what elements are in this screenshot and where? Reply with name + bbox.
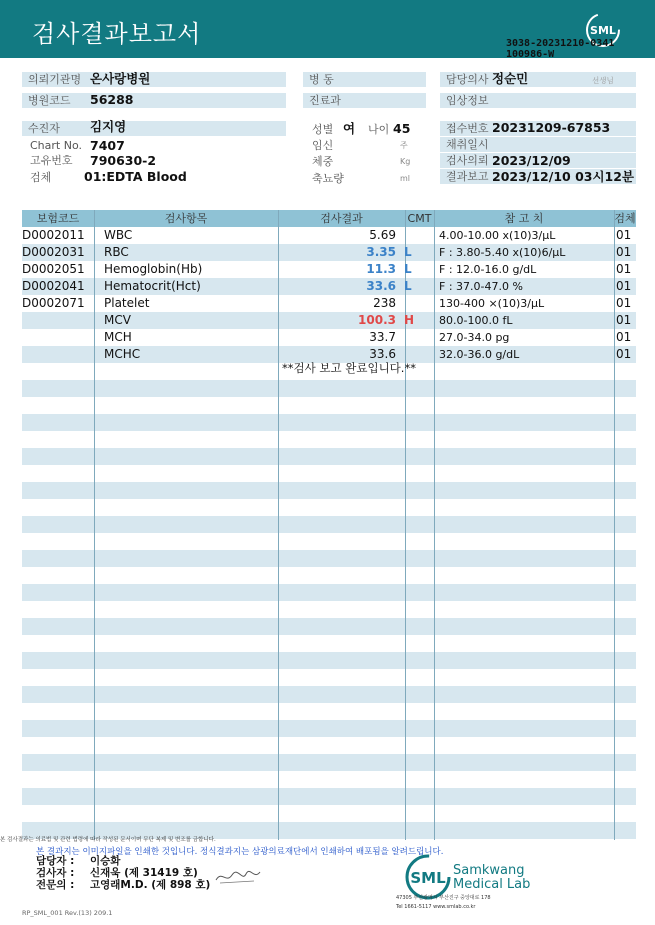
report-date-value: 2023/12/10 03시12분 [492, 169, 635, 184]
insurance-code-cell: D0002071 [22, 296, 85, 310]
specimen-cell: 01 [616, 262, 632, 276]
test-name-cell: Hemoglobin(Hb) [104, 262, 203, 276]
table-stripe [22, 788, 636, 805]
column-divider [94, 210, 95, 840]
table-stripe [22, 754, 636, 771]
column-divider [434, 210, 435, 840]
report-date-label: 결과보고 [446, 170, 489, 183]
result-cell: 5.69 [369, 228, 396, 242]
table-stripe [22, 550, 636, 567]
form-code: RP_SML_001 Rev.(13) 209.1 [22, 909, 113, 917]
urine-unit: ml [400, 174, 411, 183]
reference-range-cell: F : 37.0-47.0 % [439, 280, 523, 293]
result-cell: 11.3 [366, 262, 396, 276]
specimen-label: 검체 [30, 171, 52, 184]
department-label: 진료과 [309, 94, 341, 107]
pregnancy-label: 임신 [312, 139, 334, 152]
hospital-code-label: 병원코드 [28, 94, 71, 107]
insurance-code-cell: D0002041 [22, 279, 85, 293]
company-address: 47305 부산광역시 부산진구 중앙대로 178 [396, 895, 491, 901]
weight-label: 체중 [312, 155, 334, 168]
specimen-cell: 01 [616, 245, 632, 259]
table-stripe [22, 414, 636, 431]
result-cell: 3.35 [366, 245, 396, 259]
pregnancy-unit: 주 [400, 141, 408, 150]
manager-label: 담당자 : [36, 855, 75, 867]
examiner-label: 검사자 : [36, 867, 75, 879]
sex-value: 여 [343, 121, 356, 136]
reference-range-cell: 27.0-34.0 pg [439, 331, 510, 344]
specialist-value: 고영래M.D. (제 898 호) [90, 879, 211, 891]
company-contact: Tel 1661-5117 www.smlab.co.kr [396, 904, 476, 910]
insurance-code-cell: D0002051 [22, 262, 85, 276]
specimen-cell: 01 [616, 296, 632, 310]
cmt-flag-cell: L [404, 279, 412, 293]
result-cell: 100.3 [358, 313, 396, 327]
logo-text: SML [590, 24, 616, 37]
result-cell: 33.6 [369, 347, 396, 361]
report-title: 검사결과보고서 [32, 20, 202, 48]
reference-range-cell: 80.0-100.0 fL [439, 314, 513, 327]
table-stripe [22, 448, 636, 465]
company-name-line1: Samkwang [453, 863, 525, 878]
table-stripe [22, 652, 636, 669]
sex-label: 성별 [312, 123, 334, 136]
reference-range-cell: F : 12.0-16.0 g/dL [439, 263, 537, 276]
reference-range-cell: 32.0-36.0 g/dL [439, 348, 520, 361]
col-header-reference: 참 고 치 [504, 212, 544, 225]
institution-label: 의뢰기관명 [28, 73, 82, 86]
table-stripe [22, 482, 636, 499]
report-id-line1: 3038-20231210-0341 [506, 38, 615, 49]
report-id [506, 38, 614, 60]
test-name-cell: Platelet [104, 296, 150, 310]
institution-value: 온사랑병원 [90, 71, 151, 86]
specimen-cell: 01 [616, 330, 632, 344]
table-stripe [22, 618, 636, 635]
col-header-specimen: 검체 [614, 212, 636, 225]
ward-label: 병 동 [309, 73, 334, 86]
specimen-cell: 01 [616, 347, 632, 361]
specimen-value: 01:EDTA Blood [84, 169, 187, 184]
completion-message: **검사 보고 완료입니다.** [282, 361, 416, 375]
test-name-cell: MCHC [104, 347, 141, 361]
test-name-cell: MCV [104, 313, 131, 327]
cmt-flag-cell: L [404, 262, 412, 276]
signature-icon [214, 866, 262, 886]
specimen-cell: 01 [616, 228, 632, 242]
table-stripe [22, 720, 636, 737]
cmt-flag-cell: L [404, 245, 412, 259]
insurance-code-cell: D0002031 [22, 245, 85, 259]
reference-range-cell: F : 3.80-5.40 x(10)6/μL [439, 246, 566, 259]
request-value: 2023/12/09 [492, 153, 571, 168]
collection-label: 채취일시 [446, 138, 489, 151]
doctor-label: 담당의사 [446, 73, 489, 86]
chart-value: 7407 [90, 138, 125, 153]
col-header-result: 검사결과 [320, 212, 363, 225]
receipt-label: 접수번호 [446, 122, 489, 135]
unique-no-value: 790630-2 [90, 153, 157, 168]
specimen-cell: 01 [616, 279, 632, 293]
table-stripe [22, 584, 636, 601]
receipt-value: 20231209-67853 [492, 120, 611, 135]
request-label: 검사의뢰 [446, 154, 489, 167]
column-divider [614, 210, 615, 840]
unique-no-label: 고유번호 [30, 154, 73, 167]
urine-label: 축뇨량 [312, 172, 344, 185]
patient-value: 김지영 [90, 119, 127, 134]
table-stripe [22, 380, 636, 397]
image-print-notice: 본 결과지는 이미지파일을 인쇄한 것입니다. 정식결과지는 삼광의료재단에서 인쇄하여 배포됨을 알려드립니다. [36, 847, 444, 857]
clinical-info-label: 임상정보 [446, 94, 489, 107]
column-divider [278, 210, 279, 840]
specimen-cell: 01 [616, 313, 632, 327]
examiner-value: 신재욱 (제 31419 호) [90, 867, 198, 879]
patient-label: 수진자 [28, 122, 60, 135]
col-header-code: 보험코드 [36, 212, 80, 225]
insurance-code-cell: D0002011 [22, 228, 85, 242]
test-name-cell: WBC [104, 228, 133, 242]
hospital-code-value: 56288 [90, 92, 134, 107]
test-name-cell: Hematocrit(Hct) [104, 279, 201, 293]
age-value: 45 [393, 121, 411, 136]
reference-range-cell: 130-400 ×(10)3/μL [439, 297, 545, 310]
result-cell: 33.6 [366, 279, 396, 293]
company-name-line2: Medical Lab [453, 877, 531, 892]
test-name-cell: MCH [104, 330, 132, 344]
result-cell: 33.7 [369, 330, 396, 344]
manager-value: 이승화 [90, 855, 121, 867]
column-divider [405, 210, 406, 840]
reference-range-cell: 4.00-10.00 x(10)3/μL [439, 229, 556, 242]
specialist-label: 전문의 : [36, 879, 75, 891]
chart-label: Chart No. [30, 139, 82, 152]
col-header-item: 검사항목 [164, 212, 208, 225]
test-name-cell: RBC [104, 245, 129, 259]
doctor-suffix: 선생님 [592, 76, 614, 85]
report-id-line2: 100986-W [506, 49, 555, 60]
doctor-value: 정순민 [492, 71, 529, 86]
info-bar [22, 121, 286, 136]
weight-unit: Kg [400, 157, 411, 166]
table-stripe [22, 686, 636, 703]
cmt-flag-cell: H [404, 313, 415, 327]
table-stripe [22, 516, 636, 533]
col-header-cmt: CMT [407, 212, 432, 225]
age-label: 나이 [368, 123, 390, 136]
fine-print: 본 검사결과는 의료법 및 관련 법령에 따라 작성된 문서이며 무단 복제 및 변조를 금합니다. [0, 837, 216, 843]
result-cell: 238 [373, 296, 396, 310]
logo-text: SML [410, 869, 446, 887]
